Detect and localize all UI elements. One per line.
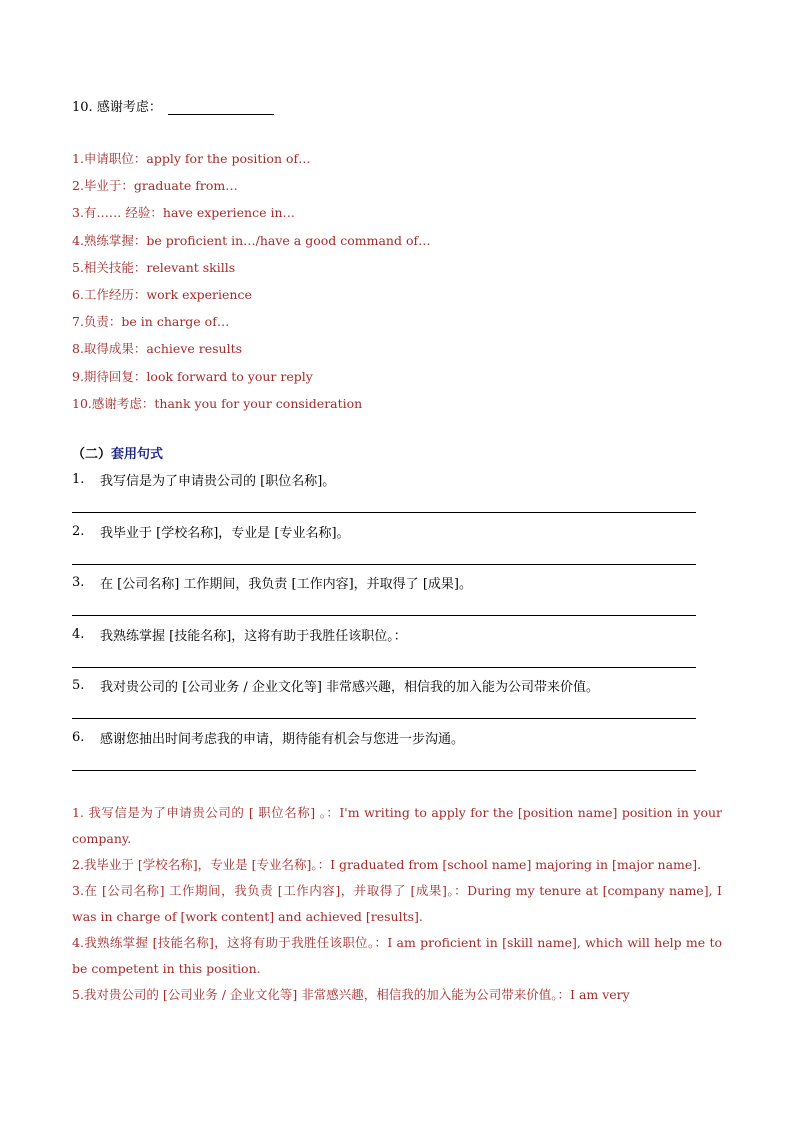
vocab-item: 2.毕业于：graduate from… [72,178,238,194]
vocab-item: 4.熟练掌握：be proficient in…/have a good command of… [72,232,431,248]
answer-line[interactable] [72,564,696,565]
vocab-item: 6.工作经历：work experience [72,286,252,302]
item-number: 6. [72,729,85,745]
vocab-item: 8.取得成果：achieve results [72,341,243,357]
question-10-number: 10. [72,100,93,115]
vocab-item: 5.相关技能：relevant skills [72,259,236,275]
item-number: 5. [72,678,85,693]
answer-item: 5.我对贵公司的 [公司业务 / 企业文化等] 非常感兴趣，相信我的加入能为公司带来价值。：I am very [72,987,630,1002]
section-prefix: （二） [72,447,112,462]
answer-line[interactable] [72,718,696,719]
sentence-item [72,621,696,673]
question-10-text: 感谢考虑： [96,100,162,115]
section-title: 套用句式 [111,447,164,462]
vocab-item: 1.申请职位：apply for the position of… [72,151,311,166]
vocab-item: 9.期待回复：look forward to your reply [72,368,313,384]
item-text: 我毕业于 [学校名称]，专业是 [专业名称]。 [100,525,350,541]
sentence-pattern-list [72,466,696,775]
sentence-item [72,724,696,776]
sentence-item [72,518,696,570]
sentence-item [72,672,696,724]
section-heading [72,443,163,462]
answer-line[interactable] [72,615,696,616]
answer-item: 3.在 [公司名称] 工作期间，我负责 [工作内容]，并取得了 [成果]。：During my tenure at [company name], I was in charge of [work content] and achieved [results]. [72,883,722,924]
vocab-item: 7.负责：be in charge of… [72,314,230,330]
answer-item: 1. 我写信是为了申请贵公司的 [ 职位名称] 。：I'm writing to apply for the [position name] position in your company. [72,805,722,846]
item-text: 我熟练掌握 [技能名称]，这将有助于我胜任该职位。： [100,628,407,644]
answer-key [72,800,722,1008]
item-number: 4. [72,626,85,642]
vocabulary-list [72,145,712,417]
vocab-item: 3.有…… 经验：have experience in… [72,205,296,221]
answer-line[interactable] [72,667,696,668]
sentence-item [72,466,696,518]
question-10 [72,96,274,115]
item-number: 2. [72,523,85,539]
sentence-item [72,569,696,621]
item-text: 感谢您抽出时间考虑我的申请，期待能有机会与您进一步沟通。 [100,731,465,747]
item-number: 1. [72,472,85,487]
answer-item: 2.我毕业于 [学校名称]，专业是 [专业名称]。：I graduated from [school name] majoring in [major name]. [72,857,702,872]
answer-line[interactable] [72,512,696,513]
vocab-item: 10.感谢考虑：thank you for your consideration [72,395,363,411]
item-text: 我写信是为了申请贵公司的 [职位名称]。 [100,474,336,489]
answer-item: 4.我熟练掌握 [技能名称]，这将有助于我胜任该职位。：I am proficient in [skill name], which will help me to be competent in this position. [72,935,722,976]
item-number: 3. [72,575,85,590]
item-text: 我对贵公司的 [公司业务 / 企业文化等] 非常感兴趣，相信我的加入能为公司带来价值。 [100,680,600,695]
answer-line[interactable] [72,770,696,771]
item-text: 在 [公司名称] 工作期间，我负责 [工作内容]，并取得了 [成果]。 [100,577,472,592]
answer-blank[interactable] [168,101,274,115]
